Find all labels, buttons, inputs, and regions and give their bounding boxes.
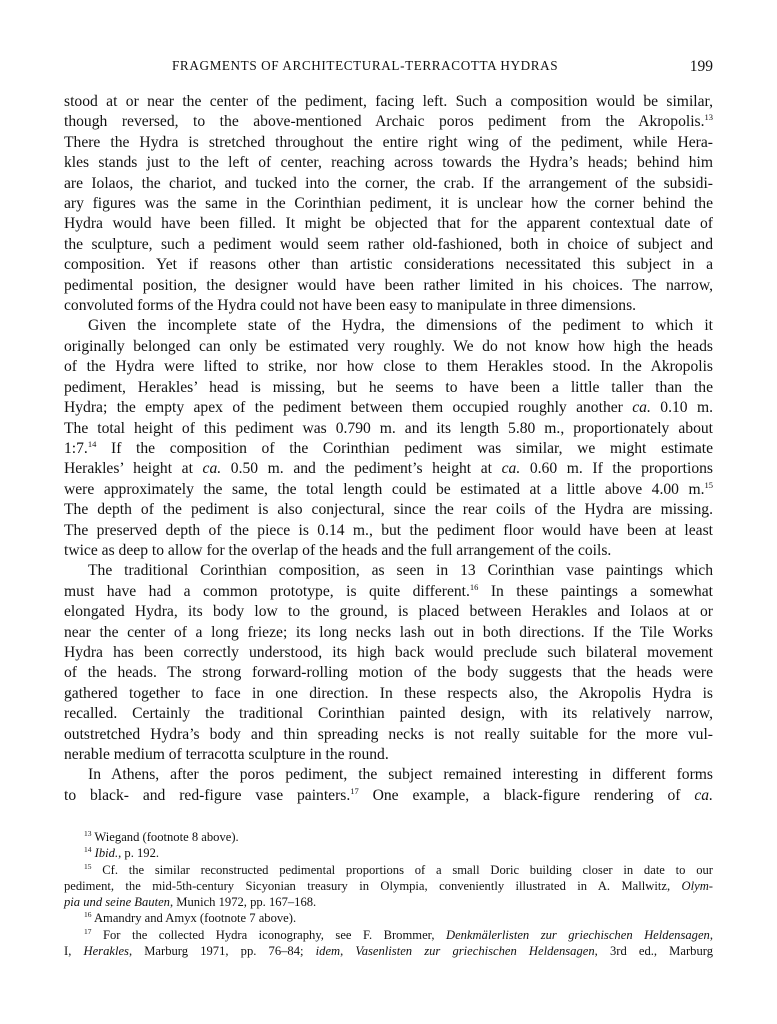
text-line: of the Hydra were lifted to strike, nor how close to them Herakles stood. In the Akropolis: [64, 358, 713, 376]
text-line: recalled. Certainly the traditional Corinthian painted design, with its relatively narrow,: [64, 705, 713, 723]
footnote-line: $^{16}$ Amandry and Amyx (footnote 7 above).: [84, 910, 297, 926]
text-line: 1:7.14 If the composition of the Corinthian pediment was similar, we might estimate: [64, 438, 713, 457]
text-line: composition. Yet if reasons other than artistic considerations necessitated this subject in a: [64, 256, 713, 274]
footnotes: [64, 829, 713, 959]
text-line: pediment, Herakles’ head is missing, but he seems to have been a little taller than the: [64, 378, 713, 396]
footnote-line: $^{17}$ For the collected Hydra iconography, see F. Brommer, Denkmälerlisten zur griechischen Heldensagen,: [84, 926, 713, 942]
text-line: Hydra has been correctly understood, its high back would preclude such bilateral movement: [64, 643, 713, 661]
text-line: The depth of the pediment is also conjectural, since the rear coils of the Hydra are missing.: [64, 501, 713, 519]
footnote-line: $^{13}$ Wiegand (footnote 8 above).: [84, 829, 239, 844]
text-line: pedimental position, the designer would have been rather limited in his choices. The narrow,: [64, 276, 713, 294]
text-line: to black- and red-figure vase painters.$^{17}$ One example, a black-figure rendering of ca.: [64, 785, 713, 804]
text-line: are Iolaos, the chariot, and tucked into the corner, the crab. If the arrangement of the subsidi-: [64, 174, 713, 192]
text-line: In Athens, after the poros pediment, the subject remained interesting in different forms: [88, 766, 713, 784]
text-line: though reversed, to the above-mentioned Archaic poros pediment from the Akropolis.$^{13}$: [64, 112, 713, 131]
paragraph: [64, 316, 713, 561]
text-line: ary figures was the same in the Corinthian pediment, it is unclear how the corner behind the: [64, 195, 713, 213]
text-line: the sculpture, such a pediment would seem rather old-fashioned, both in choice of subject and: [64, 235, 713, 253]
text-line: elongated Hydra, its body low to the ground, is placed between Herakles and Iolaos at or: [64, 603, 713, 621]
text-line: were approximately the same, the total length could be estimated at a little above 4.00 m.$^{15}$: [64, 479, 713, 498]
text-line: twice as deep to allow for the overlap of the heads and the full arrangement of the coils.: [64, 541, 612, 559]
text-line: There the Hydra is stretched throughout the entire right wing of the pediment, while Hera-: [64, 133, 713, 151]
text-line: Given the incomplete state of the Hydra, the dimensions of the pediment to which it: [88, 317, 713, 335]
main-text: [64, 92, 713, 806]
text-line: Herakles’ height at ca. 0.50 m. and the pediment’s height at ca. 0.60 m. If the proportions: [64, 460, 713, 478]
paragraph: [64, 765, 713, 806]
text-line: Hydra; the empty apex of the pediment between them occupied roughly another ca. 0.10 m.: [64, 399, 713, 417]
footnote-line: pia und seine Bauten, Munich 1972, pp. 167–168.: [64, 895, 317, 910]
footnote-line: pediment, the mid-5th-century Sicyonian treasury in Olympia, conveniently illustrated in A. Mallwitz, Olym-: [64, 878, 713, 893]
text-line: nerable medium of terracotta sculpture in the round.: [64, 746, 389, 763]
text-line: of the heads. The strong forward-rolling motion of the body suggests that the heads were: [64, 664, 713, 682]
text-line: The preserved depth of the piece is 0.14 m., but the pediment floor would have been at least: [64, 521, 713, 539]
text-line: originally belonged can only be estimated very roughly. We do not know how high the heads: [64, 337, 713, 355]
text-line: near the center of a long frieze; its long necks lash out in both directions. If the Tile Works: [64, 623, 713, 641]
paragraph: [64, 561, 713, 765]
text-line: gathered together to face in one direction. In these respects also, the Akropolis Hydra is: [64, 684, 713, 702]
text-line: convoluted forms of the Hydra could not have been easy to manipulate in three dimensions.: [64, 297, 637, 315]
page-number: 199: [689, 58, 713, 75]
running-title: FRAGMENTS OF ARCHITECTURAL-TERRACOTTA HYDRAS: [172, 58, 559, 73]
footnote-line: I, Herakles, Marburg 1971, pp. 76–84; idem, Vasenlisten zur griechischen Heldensagen, 3rd ed., Marburg: [64, 944, 714, 959]
text-line: stood at or near the center of the pediment, facing left. Such a composition would be similar,: [64, 93, 713, 110]
text-line: outstretched Hydra’s body and thin spreading necks is not really suitable for the more vul-: [64, 725, 713, 743]
text-line: kles stands just to the left of center, reaching across towards the Hydra’s heads; behind him: [64, 154, 713, 172]
text-line: must have had a common prototype, is quite different.$^{16}$ In these paintings a somewhat: [64, 581, 713, 600]
text-line: The traditional Corinthian composition, as seen in 13 Corinthian vase paintings which: [88, 562, 713, 580]
paragraph: [64, 92, 713, 316]
text-line: The total height of this pediment was 0.790 m. and its length 5.80 m., proportionately about: [64, 419, 713, 437]
footnote-line: $^{15}$ Cf. the similar reconstructed pedimental proportions of a small Doric building closer in date to our: [84, 861, 713, 877]
text-line: Hydra would have been filled. It might be objected that for the apparent contextual date of: [64, 215, 713, 233]
footnote-line: $^{14}$ Ibid., p. 192.: [84, 845, 160, 861]
